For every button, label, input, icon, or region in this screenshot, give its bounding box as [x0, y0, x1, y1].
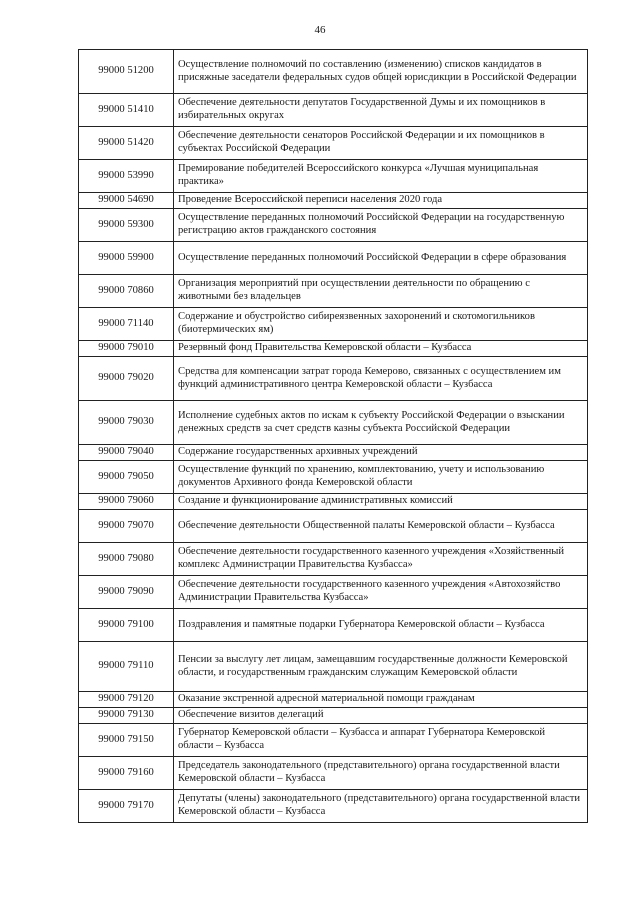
row-description: Осуществление функций по хранению, комплектованию, учету и использованию документов Архивного фонда Кемеровской области [174, 461, 588, 494]
row-code: 99000 79160 [79, 757, 174, 790]
row-code: 99000 59900 [79, 242, 174, 275]
table-row [79, 160, 588, 193]
table-row [79, 510, 588, 543]
row-code: 99000 79130 [79, 708, 174, 724]
row-description: Резервный фонд Правительства Кемеровской области – Кузбасса [174, 341, 588, 357]
table-row [79, 401, 588, 445]
row-code: 99000 79120 [79, 692, 174, 708]
row-code: 99000 79110 [79, 642, 174, 692]
row-code: 99000 51410 [79, 94, 174, 127]
table-row [79, 609, 588, 642]
table-row [79, 308, 588, 341]
table-row [79, 275, 588, 308]
row-description: Обеспечение деятельности государственного казенного учреждения «Автохозяйство Администрации Правительства Кузбасса» [174, 576, 588, 609]
row-description: Обеспечение визитов делегаций [174, 708, 588, 724]
row-code: 99000 79050 [79, 461, 174, 494]
row-description: Исполнение судебных актов по искам к субъекту Российской Федерации о взыскании денежных средств за счет средств казны субъекта Российской Федерации [174, 401, 588, 445]
row-description: Оказание экстренной адресной материальной помощи гражданам [174, 692, 588, 708]
row-code: 99000 79080 [79, 543, 174, 576]
row-description: Проведение Всероссийской переписи населения 2020 года [174, 193, 588, 209]
table-row [79, 94, 588, 127]
row-code: 99000 79070 [79, 510, 174, 543]
row-description: Председатель законодательного (представительного) органа государственной власти Кемеровской области – Кузбасса [174, 757, 588, 790]
row-description: Губернатор Кемеровской области – Кузбасса и аппарат Губернатора Кемеровской области – Кузбасса [174, 724, 588, 757]
row-code: 99000 79010 [79, 341, 174, 357]
table-row [79, 445, 588, 461]
table-row [79, 50, 588, 94]
row-code: 99000 54690 [79, 193, 174, 209]
row-code: 99000 51420 [79, 127, 174, 160]
table-row [79, 576, 588, 609]
row-description: Пенсии за выслугу лет лицам, замещавшим государственные должности Кемеровской области, и государственным гражданским служащим Кемеровской области [174, 642, 588, 692]
row-description: Премирование победителей Всероссийского конкурса «Лучшая муниципальная практика» [174, 160, 588, 193]
row-code: 99000 79090 [79, 576, 174, 609]
row-code: 99000 79150 [79, 724, 174, 757]
table-row [79, 494, 588, 510]
table-row [79, 242, 588, 275]
table-row [79, 724, 588, 757]
row-description: Содержание и обустройство сибиреязвенных захоронений и скотомогильников (биотермических ям) [174, 308, 588, 341]
row-description: Поздравления и памятные подарки Губернатора Кемеровской области – Кузбасса [174, 609, 588, 642]
table-body [79, 50, 588, 823]
row-description: Осуществление переданных полномочий Российской Федерации в сфере образования [174, 242, 588, 275]
table-row [79, 692, 588, 708]
row-code: 99000 53990 [79, 160, 174, 193]
row-description: Обеспечение деятельности государственного казенного учреждения «Хозяйственный комплекс Администрации Правительства Кузбасса» [174, 543, 588, 576]
table-row [79, 341, 588, 357]
row-description: Организация мероприятий при осуществлении деятельности по обращению с животными без владельцев [174, 275, 588, 308]
row-description: Средства для компенсации затрат города Кемерово, связанных с осуществлением им функций административного центра Кемеровской области – Кузбасса [174, 357, 588, 401]
table-row [79, 790, 588, 823]
row-code: 99000 79030 [79, 401, 174, 445]
row-description: Депутаты (члены) законодательного (представительного) органа государственной власти Кемеровской области – Кузбасса [174, 790, 588, 823]
table-row [79, 209, 588, 242]
table-row [79, 461, 588, 494]
row-description: Обеспечение деятельности Общественной палаты Кемеровской области – Кузбасса [174, 510, 588, 543]
row-code: 99000 79040 [79, 445, 174, 461]
row-code: 99000 79060 [79, 494, 174, 510]
row-code: 99000 79100 [79, 609, 174, 642]
row-code: 99000 79020 [79, 357, 174, 401]
table-row [79, 708, 588, 724]
table-row [79, 642, 588, 692]
row-code: 99000 70860 [79, 275, 174, 308]
table-row [79, 543, 588, 576]
table-row [79, 193, 588, 209]
table-row [79, 357, 588, 401]
row-code: 99000 59300 [79, 209, 174, 242]
row-code: 99000 79170 [79, 790, 174, 823]
table-row [79, 127, 588, 160]
row-description: Содержание государственных архивных учреждений [174, 445, 588, 461]
row-description: Осуществление переданных полномочий Российской Федерации на государственную регистрацию актов гражданского состояния [174, 209, 588, 242]
row-description: Обеспечение деятельности депутатов Государственной Думы и их помощников в избирательных округах [174, 94, 588, 127]
budget-codes-table [78, 49, 588, 823]
page-number: 46 [314, 24, 326, 36]
table-row [79, 757, 588, 790]
row-code: 99000 51200 [79, 50, 174, 94]
row-description: Обеспечение деятельности сенаторов Российской Федерации и их помощников в субъектах Российской Федерации [174, 127, 588, 160]
row-description: Осуществление полномочий по составлению (изменению) списков кандидатов в присяжные заседатели федеральных судов общей юрисдикции в Российской Федерации [174, 50, 588, 94]
row-description: Создание и функционирование административных комиссий [174, 494, 588, 510]
row-code: 99000 71140 [79, 308, 174, 341]
